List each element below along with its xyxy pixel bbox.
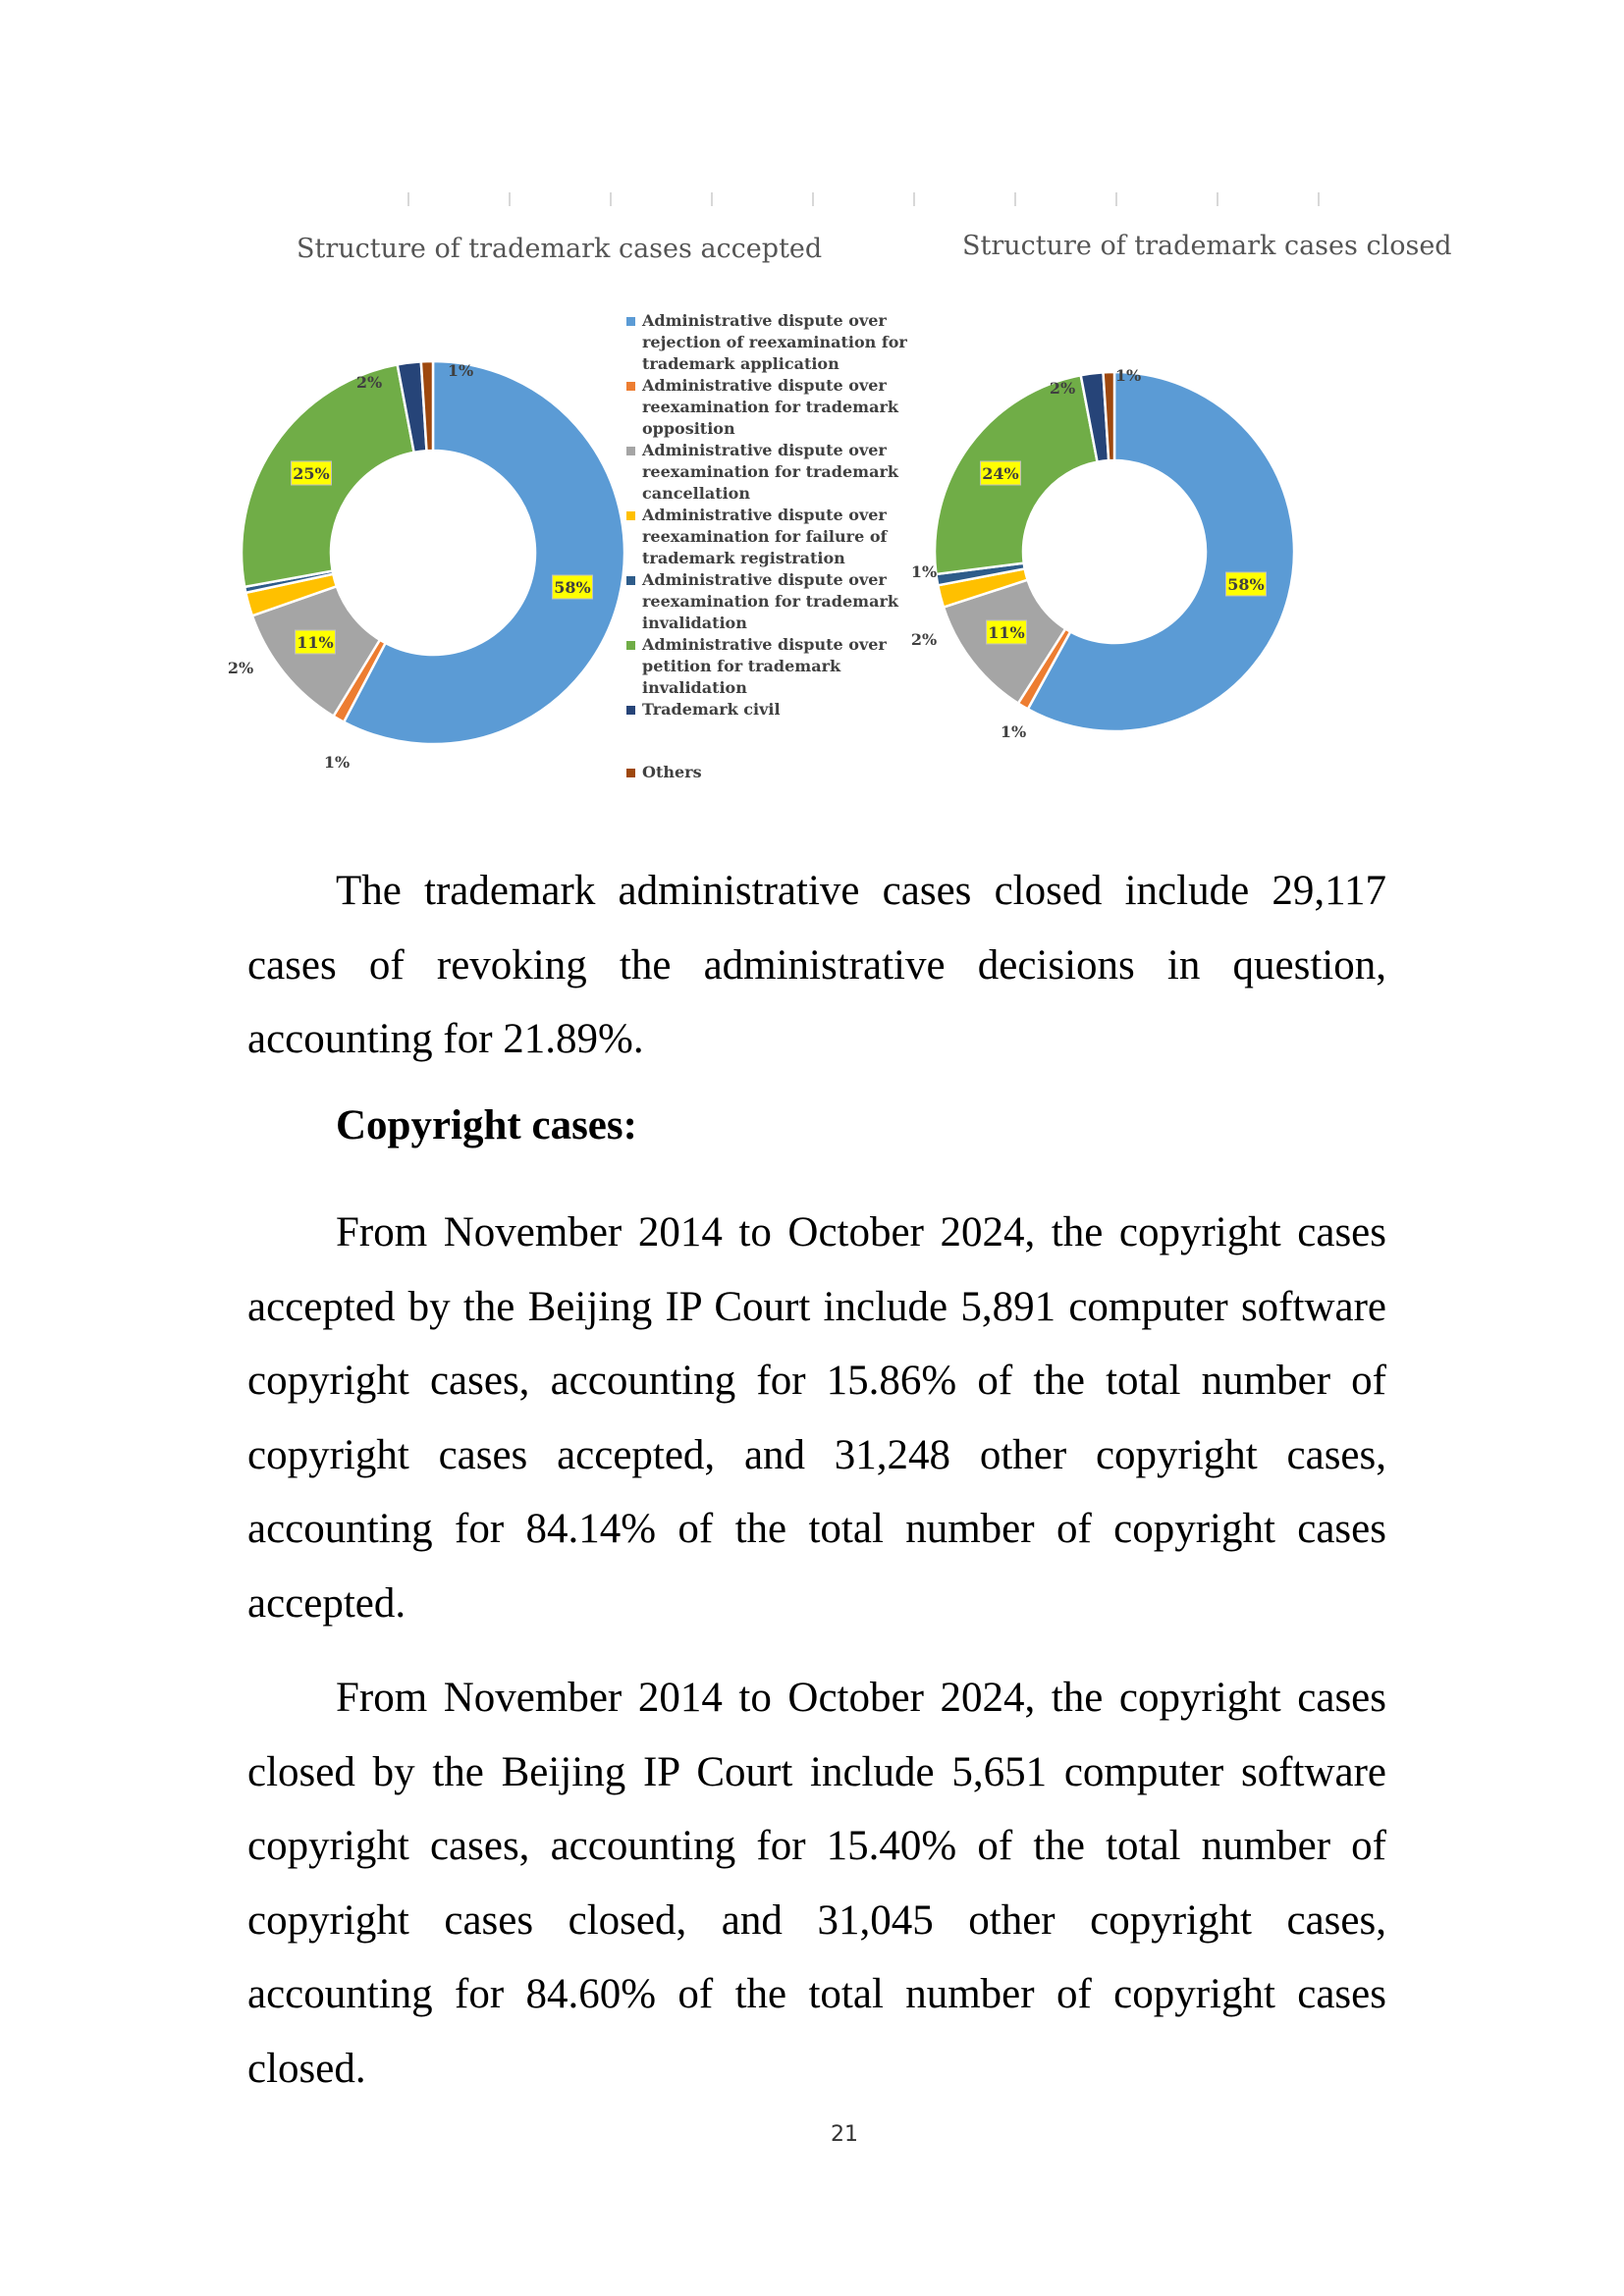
data-label: 2% [227,659,254,677]
chart-legend [624,310,909,783]
legend-label: Trademark civil [642,700,781,719]
legend-swatch [626,511,635,520]
data-label: 1% [1114,366,1142,385]
legend-item [624,699,909,721]
paragraph-trademark-revoked [247,854,1386,1077]
paragraph-text: The trademark administrative cases closed include 29,117 cases of revoking the administrative decisions in question, accounting for 21.89%. [247,868,1386,1062]
legend-item [624,505,909,569]
data-label: 1% [447,361,474,380]
legend-label: Administrative dispute over reexamination for trademark cancellation [642,441,898,503]
legend-label: Administrative dispute over reexamination for failure of trademark registration [642,506,888,567]
legend-swatch [626,447,635,455]
legend-item [624,440,909,505]
data-label: 2% [355,373,383,392]
data-label: 11% [297,633,334,652]
data-label: 1% [1000,722,1027,741]
paragraph-text: From November 2014 to October 2024, the copyright cases closed by the Beijing IP Court include 5,651 computer software copyright cases, accounting for 15.40% of the total number of copyright cases closed, and 31,045 other copyright cases, accounting for 84.60% of the total number of copyright cases closed. [247,1675,1386,2092]
legend-swatch [626,706,635,715]
data-label: 58% [1227,575,1265,594]
legend-label: Administrative dispute over rejection of reexamination for trademark application [642,311,907,373]
data-label: 58% [554,578,591,597]
data-label: 24% [982,464,1019,483]
data-label: 2% [1049,379,1076,398]
legend-swatch [626,382,635,391]
paragraph-copyright-accepted [247,1196,1386,1640]
legend-swatch [626,769,635,777]
data-label: 11% [988,623,1025,642]
legend-swatch [626,317,635,326]
page-number: 21 [831,2122,858,2147]
data-label: 2% [910,630,938,649]
legend-swatch [626,576,635,585]
chart-title-accepted: Structure of trademark cases accepted [297,234,823,264]
legend-item [624,634,909,699]
legend-label: Administrative dispute over reexamination for trademark opposition [642,376,898,438]
chart-title-closed: Structure of trademark cases closed [962,231,1452,261]
legend-item [624,310,909,375]
legend-label: Others [642,763,702,781]
section-heading-copyright: Copyright cases: [336,1102,637,1148]
legend-item [624,569,909,634]
legend-label: Administrative dispute over reexamination for trademark invalidation [642,570,898,632]
paragraph-text: From November 2014 to October 2024, the copyright cases accepted by the Beijing IP Court include 5,891 computer software copyright cases, accounting for 15.86% of the total number of copyright cases accepted, and 31,248 other copyright cases, accounting for 84.14% of the total number of copyright cases accepted. [247,1209,1386,1627]
legend-item [624,762,909,783]
legend-item [624,375,909,440]
legend-label: Administrative dispute over petition for trademark invalidation [642,635,887,697]
legend-swatch [626,641,635,650]
data-label: 1% [910,562,938,581]
data-label: 25% [293,464,330,483]
paragraph-copyright-closed [247,1661,1386,2106]
data-label: 1% [323,753,351,772]
